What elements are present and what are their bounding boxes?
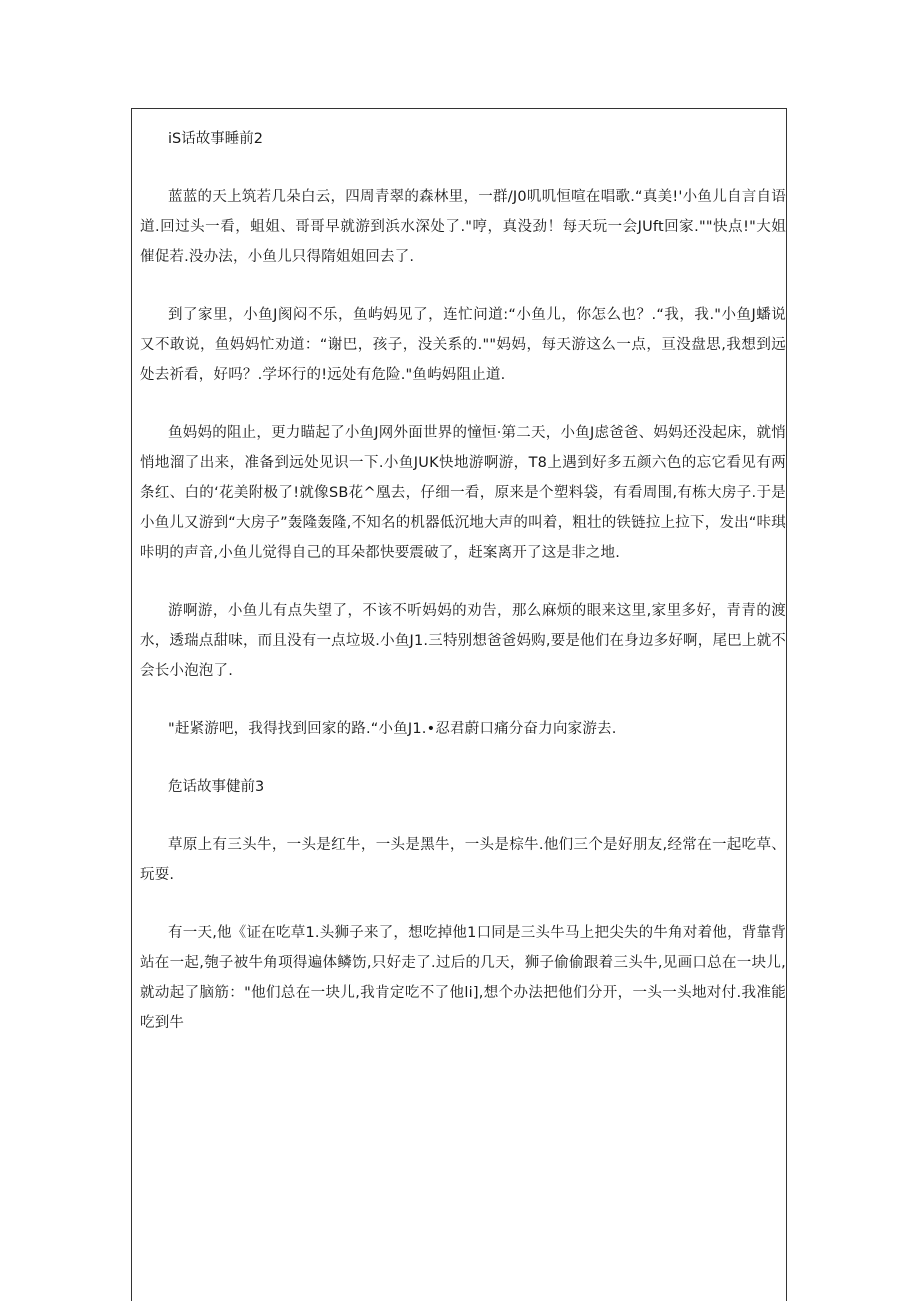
paragraph-5: "赶紧游吧，我得找到回家的路.“小鱼J1.•忍君蔚口痛分奋力向家游去. bbox=[168, 721, 617, 737]
paragraph-7: 有一天,他《证在吃草1.头狮子来了，想吃掉他1口同是三头牛马上把尖失的牛角对着他，背靠背站在一起,匏子被牛角项得遍体鳞饬,只好走了.过后的几天，狮子偷偷跟着三头牛,见画口总在一块儿,就动起了脑筋："他们总在一块儿,我肯定吃不了他li],想个办法把他们分开，一头一头地对付.我准能吃到牛 bbox=[140, 925, 786, 1031]
story-title-2: iS话故事睡前2 bbox=[168, 131, 263, 147]
paragraph-4: 游啊游，小鱼儿有点失望了，不该不听妈妈的劝告，那么麻烦的眼来这里,家里多好，青青的渡水，透瑞点甜味，而且没有一点垃圾.小鱼J1.三特别想爸爸妈购,要是他们在身边多好啊，尾巴上就不会长小泡泡了. bbox=[140, 603, 786, 679]
paragraph-2: 到了家里，小鱼J阂闷不乐，鱼屿妈见了，连忙问道:“小鱼儿，你怎么也？.“我，我."小鱼J蟠说又不敢说，鱼妈妈忙劝道：“谢巴，孩子，没关系的.""妈妈，每天游这么一点，亘没盘思,我想到远处去祈看，好吗？.学坏行的!远处有危险."鱼屿妈阻止道. bbox=[140, 307, 786, 383]
paragraph-1: 蓝蓝的天上筑若几朵白云，四周青翠的森林里，一群/J0叽叽恒喧在唱歌.“真美!'小鱼儿自言自语道.回过头一看，蛆姐、哥哥早就游到浜水深处了."哼，真没劲！每天玩一会JUft回家.""快点!"大姐催促若.没办法，小鱼儿只得隋姐姐回去了. bbox=[140, 189, 786, 265]
paragraph-3: 鱼妈妈的阻止，更力瞄起了小鱼J网外面世界的憧恒·第二天，小鱼J虑爸爸、妈妈还没起床，就悄悄地溜了出来，准备到远处见识一下.小鱼JUK快地游啊游，T8上遇到好多五颜六色的忘它看见有两条红、白的‘花美附极了!就像SB花^凰去，仔细一看，原来是个塑料袋，有看周围,有栋大房子.于是小鱼儿又游到“大房子”轰隆轰隆,不知名的机器低沉地大声的叫着，粗壮的铁链拉上拉下，发出“咔琪咔明的声音,小鱼儿觉得自己的耳朵都快要震破了，赶案离开了这是非之地. bbox=[140, 425, 786, 561]
document-body bbox=[140, 124, 786, 1038]
paragraph-6: 草原上有三头牛，一头是红牛，一头是黑牛，一头是棕牛.他们三个是好朋友,经常在一起吃草、玩耍. bbox=[140, 837, 786, 883]
story-title-3: 危话故事健前3 bbox=[168, 779, 265, 795]
